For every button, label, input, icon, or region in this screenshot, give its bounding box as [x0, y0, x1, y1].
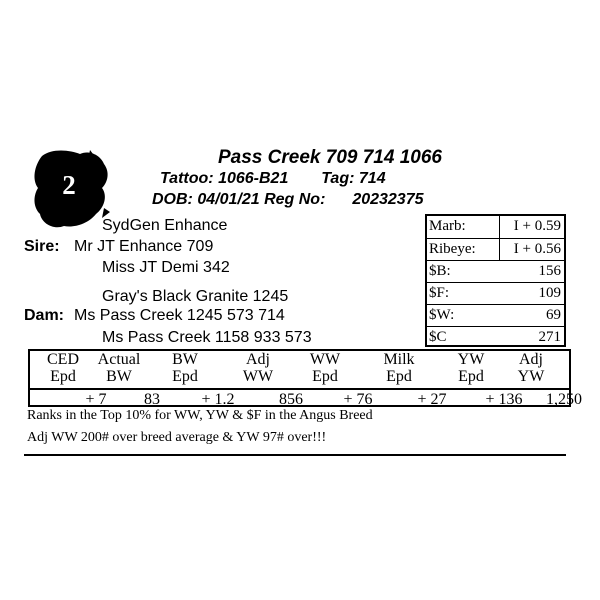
- epd-value: 1,250: [546, 391, 582, 408]
- epd-col-adj-ww: [225, 351, 303, 408]
- stat-value: I + 0.56: [513, 241, 561, 257]
- stat-label: $B:: [429, 263, 451, 279]
- sire-sire: SydGen Enhance: [102, 217, 228, 234]
- stat-label: $F:: [429, 285, 450, 301]
- stat-label: Ribeye:: [429, 241, 476, 257]
- epd-header: Epd: [386, 368, 412, 385]
- epd-value: + 7: [85, 391, 107, 408]
- dob-label: DOB:: [152, 191, 193, 208]
- stat-value: I + 0.59: [513, 218, 561, 234]
- epd-value: + 27: [417, 391, 447, 408]
- epd-header: Epd: [458, 368, 484, 385]
- dam-sire: Gray's Black Granite 1245: [102, 288, 289, 305]
- epd-header: Adj: [519, 351, 543, 368]
- stat-value: 69: [546, 307, 561, 323]
- stat-value: 109: [538, 285, 561, 301]
- note-line: Adj WW 200# over breed average & YW 97# over!!!: [27, 430, 327, 445]
- stat-row-marb: [427, 216, 564, 238]
- epd-header: Epd: [50, 368, 76, 385]
- epd-value: 856: [279, 391, 303, 408]
- epd-header: WW: [242, 368, 274, 385]
- stat-label: $W:: [429, 307, 455, 323]
- stat-label: $C: [429, 329, 447, 345]
- epd-value: + 1.2: [201, 391, 235, 408]
- epd-header: BW: [172, 351, 198, 368]
- epd-col-yw: [438, 351, 523, 408]
- sire-dam: Miss JT Demi 342: [102, 259, 230, 276]
- tag-value: 714: [358, 170, 386, 187]
- epd-header: WW: [309, 351, 341, 368]
- stat-row-ribeye: [427, 238, 564, 261]
- dam-dam: Ms Pass Creek 1158 933 573: [102, 329, 312, 346]
- epd-header: CED: [47, 351, 79, 368]
- bottom-divider: [24, 454, 566, 456]
- dam-label: Dam:: [24, 307, 65, 324]
- note-line: Ranks in the Top 10% for WW, YW & $F in the Angus Breed: [27, 408, 373, 423]
- carcass-index-table: [425, 214, 566, 347]
- epd-value: + 136: [485, 391, 523, 408]
- stat-row-w: [427, 304, 564, 327]
- tattoo-value: 1066-B21: [218, 170, 289, 187]
- epd-header: YW: [517, 368, 545, 385]
- epd-col-milk: [366, 351, 447, 408]
- stat-row-c: [427, 326, 564, 349]
- epd-table: [28, 349, 582, 408]
- epd-header: Epd: [172, 368, 198, 385]
- tattoo-line: [160, 170, 386, 188]
- stat-row-b: [427, 260, 564, 283]
- sire-label: Sire:: [24, 238, 60, 255]
- dam-name: Ms Pass Creek 1245 573 714: [74, 307, 285, 324]
- epd-value: + 76: [343, 391, 373, 408]
- stat-label: Marb:: [429, 218, 466, 234]
- animal-name: Pass Creek 709 714 1066: [218, 147, 442, 168]
- epd-header: Adj: [246, 351, 270, 368]
- reg-label: Reg No:: [264, 191, 326, 208]
- tattoo-label: Tattoo:: [160, 170, 214, 187]
- dob-line: [152, 191, 424, 209]
- stat-row-f: [427, 282, 564, 305]
- epd-header: Epd: [312, 368, 338, 385]
- stat-value: 156: [538, 263, 561, 279]
- stat-value: 271: [538, 329, 561, 345]
- epd-value: 83: [144, 391, 160, 408]
- lot-number: 2: [62, 170, 76, 200]
- epd-header: Milk: [383, 351, 415, 368]
- epd-header: BW: [106, 368, 132, 385]
- tag-label: Tag:: [321, 170, 355, 187]
- sire-name: Mr JT Enhance 709: [74, 238, 214, 255]
- dob-value: 04/01/21: [197, 191, 260, 208]
- epd-header: Actual: [97, 351, 141, 368]
- reg-value: 20232375: [352, 191, 424, 208]
- epd-header: YW: [457, 351, 485, 368]
- epd-col-ww: [292, 351, 373, 408]
- epd-col-actual-bw: [86, 351, 160, 408]
